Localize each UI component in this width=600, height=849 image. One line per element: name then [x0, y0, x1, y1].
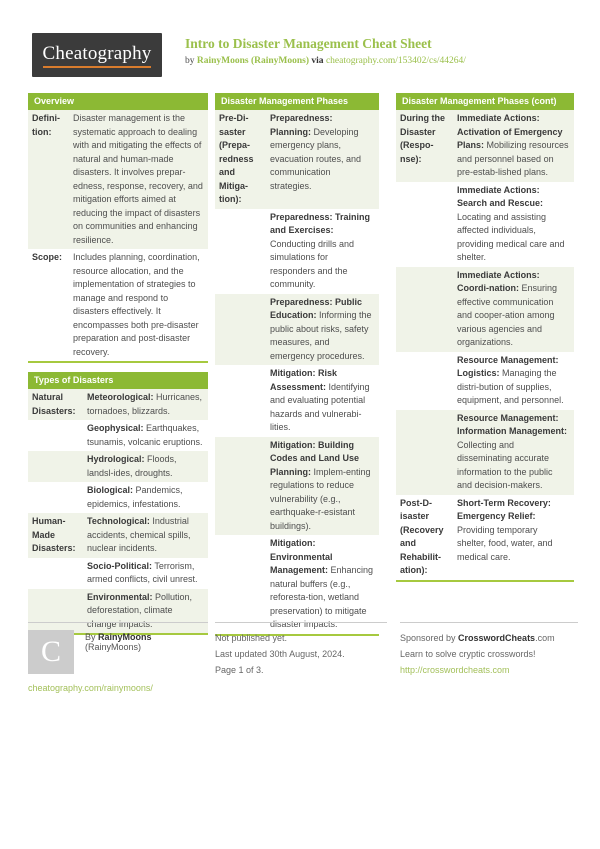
row-text: Immediate Actions: Coordi-nation: Ensuring effective communication and cooper-ation among various agencies and organizations.	[457, 269, 558, 347]
row-label: During the Disaster (Respo-nse):	[400, 113, 445, 164]
row-label	[396, 410, 450, 495]
sheet-url-link[interactable]: cheatography.com/153402/cs/44264/	[325, 56, 466, 66]
column-1	[28, 93, 208, 644]
row-text: Preparedness: Public Education: Informing the public about risks, safety measures, and emergency procedures.	[270, 296, 372, 361]
section-header-phases: Disaster Management Phases	[215, 93, 379, 110]
table-row	[396, 352, 574, 410]
row-text: Mitigation: Building Codes and Land Use Planning: Implem-enting regulations to reduce vulnerability (e.g., earthquake-r-esistant buildings).	[270, 439, 371, 531]
author-profile-link[interactable]: cheatography.com/rainymoons/	[28, 683, 153, 693]
byline	[185, 56, 466, 66]
table-row	[215, 294, 379, 366]
section-overview	[28, 93, 208, 363]
table-row	[215, 365, 379, 437]
table-row	[215, 535, 379, 634]
table-row	[28, 110, 208, 249]
avatar[interactable]: C	[28, 630, 74, 674]
row-label	[396, 267, 450, 352]
row-text: Hydrological: Floods, landsl-ides, droughts.	[87, 454, 177, 478]
section-disaster-management-phases	[215, 93, 379, 636]
table-row	[215, 110, 379, 209]
table-row	[28, 249, 208, 361]
row-text: Resource Management: Logistics: Managing the distri-bution of supplies, equipment, and personnel.	[457, 354, 564, 405]
section-types-of-disasters	[28, 372, 208, 635]
footer-author-row	[28, 630, 208, 674]
table-row	[215, 209, 379, 294]
row-text: Mitigation: Environmental Management: Enhancing natural buffers (e.g., reforesta-tion, wetland preservation) to mitigate disaster impacts.	[270, 538, 374, 629]
row-text: Preparedness: Training and Exercises: Conducting drills and simulations for responders and the community.	[270, 211, 371, 289]
footer-author-block	[28, 622, 208, 693]
footer-sponsor-block	[400, 622, 578, 678]
table-row	[28, 558, 208, 589]
row-text: Socio-Political: Terrorism, armed conflicts, civil unrest.	[87, 560, 198, 584]
footer-meta-block	[215, 622, 387, 678]
row-text: Preparedness: Planning: Developing emergency plans, evacuation routes, and communication strategies.	[270, 113, 362, 191]
footer-author-name: By RainyMoons (RainyMoons)	[85, 632, 152, 652]
row-label	[215, 294, 263, 366]
sponsor-line: Sponsored by CrosswordCheats.com	[400, 633, 555, 643]
row-label: Post-D-isaster (Recovery and Rehabilit-ation):	[400, 497, 444, 575]
table-row	[396, 267, 574, 352]
column-2	[215, 93, 379, 645]
table-row	[396, 410, 574, 495]
row-label	[215, 365, 263, 437]
sponsor-tagline: Learn to solve cryptic crosswords!	[400, 649, 536, 659]
section-disaster-management-phases-cont	[396, 93, 574, 582]
table-row	[28, 389, 208, 420]
byline-by: by	[185, 56, 197, 66]
row-label: Natural Disasters:	[32, 392, 76, 416]
table-row	[396, 110, 574, 182]
row-label	[215, 535, 263, 634]
section-header-overview: Overview	[28, 93, 208, 110]
table-row	[28, 482, 208, 513]
row-label	[215, 437, 263, 536]
byline-via: via	[309, 56, 326, 66]
row-text: Mitigation: Risk Assessment: Identifying and evaluating potential hazards and vulnerabi-lities.	[270, 368, 370, 432]
row-label	[28, 558, 80, 589]
row-label	[396, 182, 450, 267]
section-header-phases-cont: Disaster Management Phases (cont)	[396, 93, 574, 110]
row-text: Immediate Actions: Activation of Emergency Plans: Mobilizing resources and personnel based on pre-estab-lished plans.	[457, 113, 569, 177]
column-3	[396, 93, 574, 591]
row-label	[28, 420, 80, 451]
row-text: Resource Management: Information Management: Collecting and disseminating accurate information to the public and decision-makers.	[457, 412, 568, 490]
author-link[interactable]: RainyMoons (RainyMoons)	[196, 56, 310, 66]
row-text: Immediate Actions: Search and Rescue: Locating and assisting affected individuals, providing medical care and shelter.	[457, 184, 565, 262]
section-header-types: Types of Disasters	[28, 372, 208, 389]
cheatography-logo-text: Cheatography	[43, 43, 152, 68]
table-row	[396, 495, 574, 580]
publish-status: Not published yet.	[215, 633, 288, 643]
row-text: Meteorological: Hurricanes, tornadoes, blizzards.	[87, 392, 203, 416]
last-updated: Last updated 30th August, 2024.	[215, 649, 345, 659]
row-text: Technological: Industrial accidents, chemical spills, nuclear incidents.	[87, 516, 191, 553]
cheatography-logo[interactable]	[32, 33, 162, 77]
row-label	[28, 451, 80, 482]
row-label: Defini-tion:	[32, 113, 60, 137]
row-text: Disaster management is the systematic approach to dealing with and mitigating the effects of natural and human-made disasters. It involves prepar-edness, response, recovery, and mitigation efforts aimed at reducing the impact of disasters on communities and enhancing resilience.	[73, 113, 203, 245]
row-text: Includes planning, coordination, resource allocation, and the implementation of strategies to manage and respond to disasters effectively. It encompasses both pre-disaster preparation and post-disaster recovery.	[73, 252, 200, 357]
table-row	[28, 513, 208, 558]
sponsor-link[interactable]: http://crosswordcheats.com	[400, 665, 510, 675]
row-label	[396, 352, 450, 410]
row-text: Biological: Pandemics, epidemics, infestations.	[87, 485, 183, 509]
row-text: Environmental: Pollution, deforestation, climate change impacts.	[87, 591, 193, 629]
row-label: Human-Made Disasters:	[32, 516, 76, 553]
table-row	[28, 420, 208, 451]
row-label	[215, 209, 263, 294]
table-row	[28, 451, 208, 482]
page-title: Intro to Disaster Management Cheat Sheet	[185, 36, 432, 51]
table-row	[396, 182, 574, 267]
row-text: Geophysical: Earthquakes, tsunamis, volcanic eruptions.	[87, 423, 203, 447]
page-number: Page 1 of 3.	[215, 665, 264, 675]
row-text: Short-Term Recovery: Emergency Relief: Providing temporary shelter, food, water, and medical care.	[457, 497, 553, 562]
row-label: Pre-Di-saster (Prepa-redness and Mitiga-tion):	[219, 113, 254, 204]
row-label: Scope:	[32, 252, 63, 262]
table-row	[215, 437, 379, 536]
row-label	[28, 482, 80, 513]
